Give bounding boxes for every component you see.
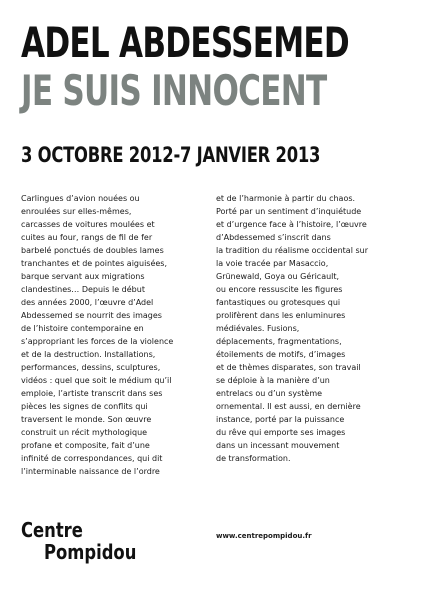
text-line: barbelé ponctués de doubles lames xyxy=(21,246,164,255)
text-line: performances, dessins, sculptures, xyxy=(21,363,161,372)
text-line: des années 2000, l’œuvre d’Adel xyxy=(21,298,154,307)
text-line: de transformation. xyxy=(216,454,291,463)
text-line: infinité de correspondances, qui dit xyxy=(21,454,163,463)
text-line: construit un récit mythologique xyxy=(21,428,148,437)
text-line: traversent le monde. Son œuvre xyxy=(21,415,152,424)
logo-line-centre: Centre xyxy=(21,518,83,542)
text-line: étoilements de motifs, d’images xyxy=(216,350,346,359)
text-line: ou encore ressuscite les figures xyxy=(216,285,343,294)
text-line: Carlingues d’avion nouées ou xyxy=(21,194,140,203)
text-line: emploie, l’artiste transcrit dans ses xyxy=(21,389,163,398)
text-line: d’Abdessemed s’inscrit dans xyxy=(216,233,331,242)
text-column-left xyxy=(21,192,199,478)
text-line: Abdessemed se nourrit des images xyxy=(21,311,162,320)
text-column-right xyxy=(216,192,406,465)
text-line: du rêve qui emporte ses images xyxy=(216,428,346,437)
text-line: déplacements, fragmentations, xyxy=(216,337,342,346)
text-line: l’interminable naissance de l’ordre xyxy=(21,467,160,476)
text-line: prolifèrent dans les enluminures xyxy=(216,311,346,320)
text-line: se déploie à la manière d’un xyxy=(216,376,330,385)
text-line: pièces les signes de conflits qui xyxy=(21,402,148,411)
text-line: et d’urgence face à l’histoire, l’œuvre xyxy=(216,220,367,229)
text-line: fantastiques ou grotesques qui xyxy=(216,298,341,307)
exhibition-dates: 3 OCTOBRE 2012-7 JANVIER 2013 xyxy=(21,143,321,167)
text-line: entrelacs ou d’un système xyxy=(216,389,323,398)
text-line: tranchantes et de pointes aiguisées, xyxy=(21,259,168,268)
text-line: ornemental. Il est aussi, en dernière xyxy=(216,402,361,411)
text-line: Porté par un sentiment d’inquiétude xyxy=(216,207,362,216)
website-url[interactable]: www.centrepompidou.fr xyxy=(216,532,312,540)
text-line: carcasses de voitures moulées et xyxy=(21,220,155,229)
text-line: et de thèmes disparates, son travail xyxy=(216,363,361,372)
text-line: dans un incessant mouvement xyxy=(216,441,340,450)
text-line: instance, porté par la puissance xyxy=(216,415,345,424)
text-line: s’appropriant les forces de la violence xyxy=(21,337,174,346)
text-line: de l’histoire contemporaine en xyxy=(21,324,144,333)
text-line: barque servant aux migrations xyxy=(21,272,145,281)
text-line: cuites au four, rangs de fil de fer xyxy=(21,233,153,242)
text-line: la voie tracée par Masaccio, xyxy=(216,259,329,268)
text-line: Grünewald, Goya ou Géricault, xyxy=(216,272,340,281)
text-line: enroulées sur elles-mêmes, xyxy=(21,207,132,216)
text-line: et de l’harmonie à partir du chaos. xyxy=(216,194,356,203)
centre-pompidou-logo xyxy=(21,519,136,563)
text-line: médiévales. Fusions, xyxy=(216,324,300,333)
artist-name: ADEL ABDESSEMED xyxy=(21,18,349,67)
exhibition-title: JE SUIS INNOCENT xyxy=(21,66,327,115)
text-line: profane et composite, fait d’une xyxy=(21,441,150,450)
text-line: vidéos : quel que soit le médium qu’il xyxy=(21,376,172,385)
logo-line-pompidou: Pompidou xyxy=(43,540,137,564)
text-line: clandestines… Depuis le début xyxy=(21,285,145,294)
text-line: et de la destruction. Installations, xyxy=(21,350,156,359)
text-line: la tradition du réalisme occidental sur xyxy=(216,246,368,255)
